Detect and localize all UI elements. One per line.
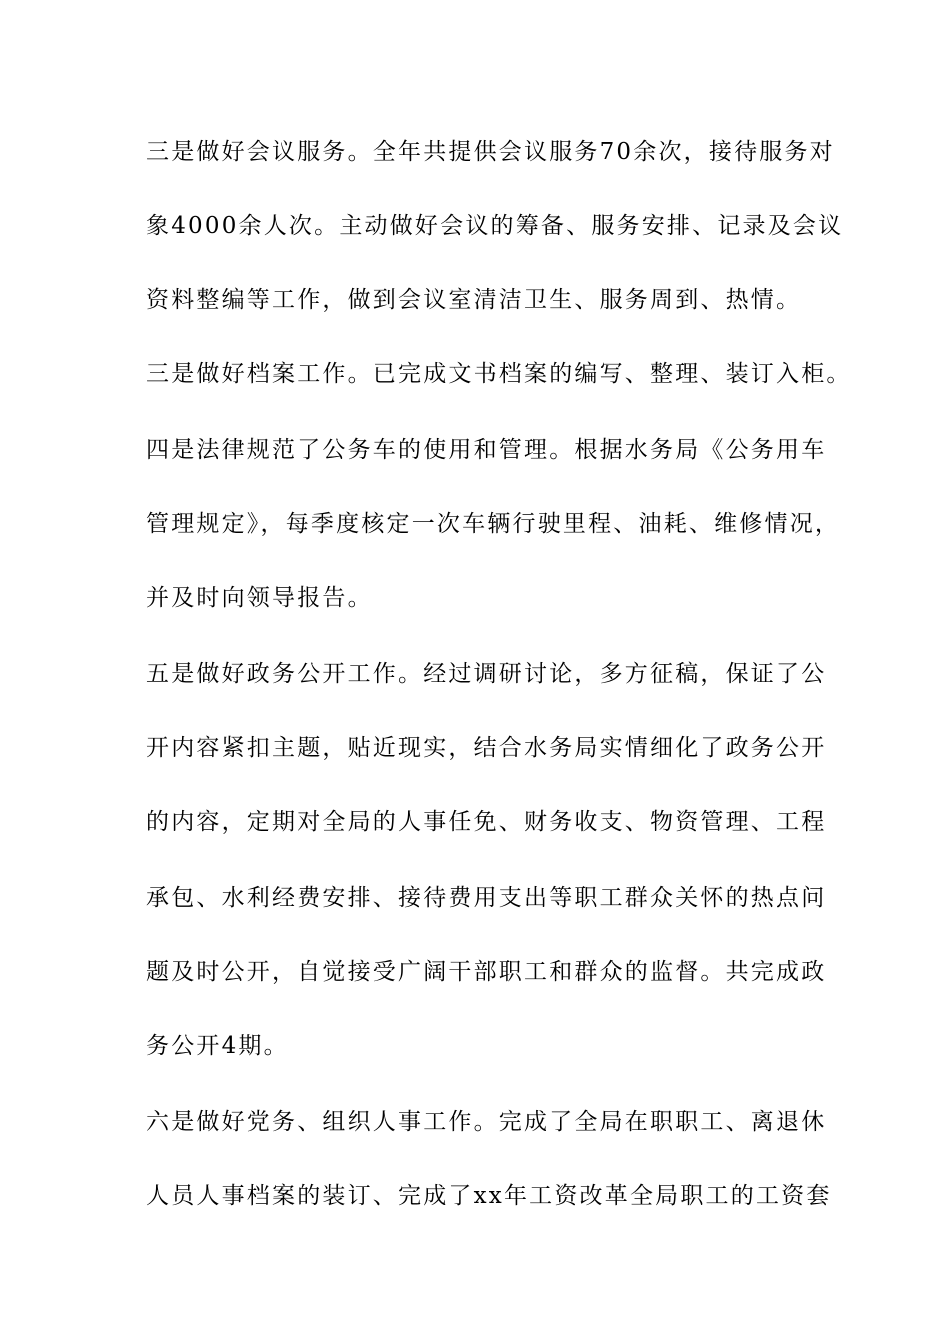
text-line: 题及时公开，自觉接受广阔干部职工和群众的监督。共完成政 — [146, 959, 827, 985]
text-line: 的内容，定期对全局的人事任免、财务收支、物资管理、工程 — [146, 809, 827, 835]
text-line: 人员人事档案的装订、完成了xx年工资改革全局职工的工资套 — [146, 1183, 832, 1209]
text-line: 五是做好政务公开工作。经过调研讨论，多方征稿，保证了公 — [146, 661, 827, 687]
text-line: 象4000余人次。主动做好会议的筹备、服务安排、记录及会议 — [146, 213, 844, 239]
text-line: 四是法律规范了公务车的使用和管理。根据水务局《公务用车 — [146, 437, 827, 463]
text-line: 三是做好会议服务。全年共提供会议服务70余次，接待服务对 — [146, 139, 835, 165]
text-line: 开内容紧扣主题，贴近现实，结合水务局实情细化了政务公开 — [146, 735, 827, 761]
text-line: 承包、水利经费安排、接待费用支出等职工群众关怀的热点问 — [146, 885, 827, 911]
text-line: 三是做好档案工作。已完成文书档案的编写、整理、装订入柜。 — [146, 361, 852, 387]
text-line: 务公开4期。 — [146, 1033, 289, 1059]
text-line: 六是做好党务、组织人事工作。完成了全局在职职工、离退休 — [146, 1109, 827, 1135]
text-line: 并及时向领导报告。 — [146, 585, 373, 611]
text-line: 资料整编等工作，做到会议室清洁卫生、服务周到、热情。 — [146, 287, 802, 313]
text-line: 管理规定》，每季度核定一次车辆行驶里程、油耗、维修情况， — [146, 511, 841, 537]
